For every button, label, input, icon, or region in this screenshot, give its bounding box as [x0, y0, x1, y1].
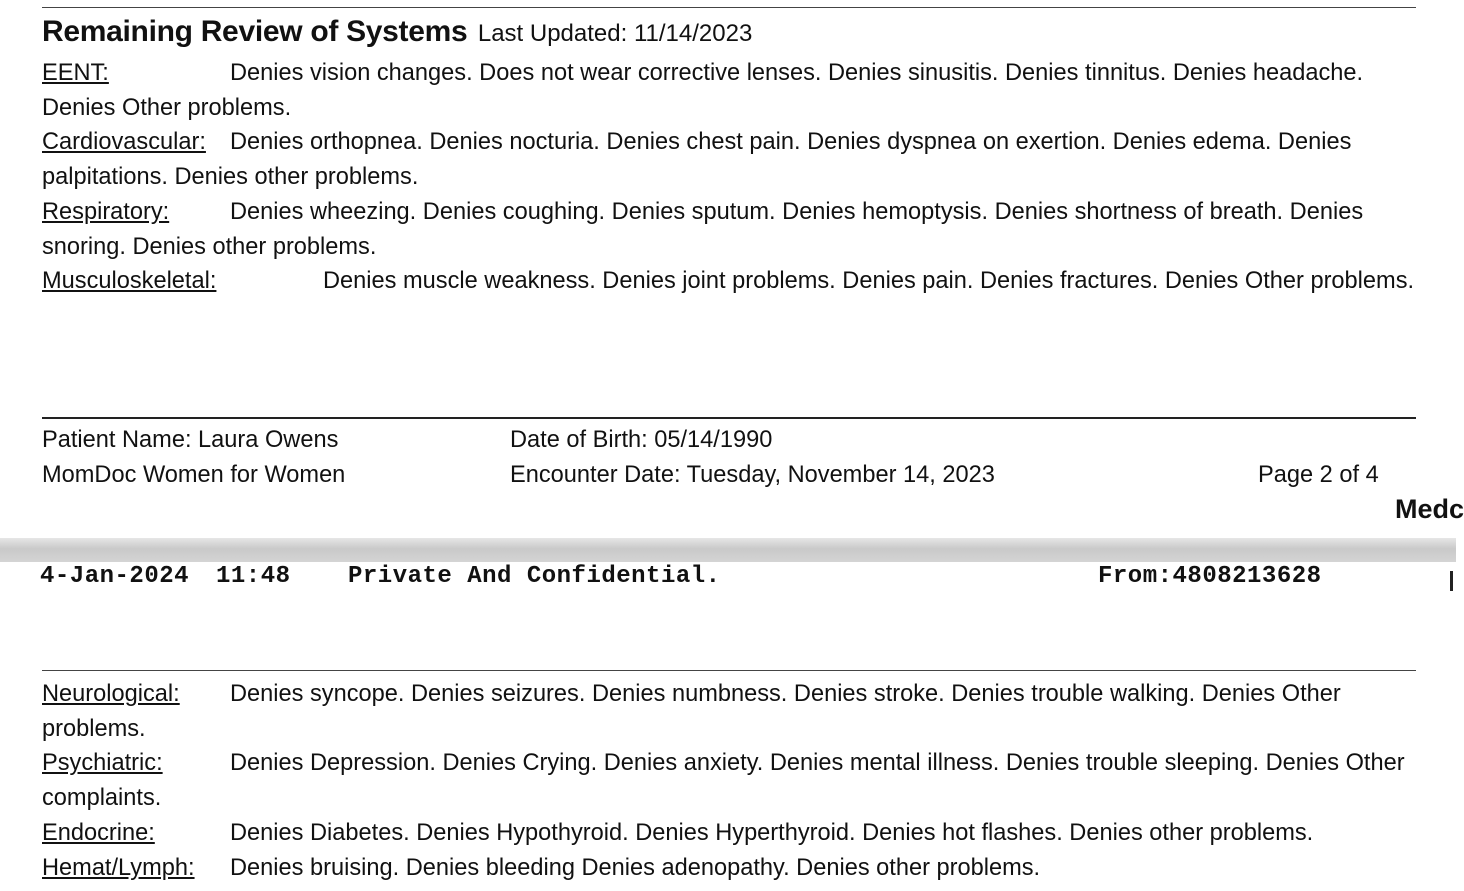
ros-label: Psychiatric: [42, 750, 163, 777]
fax-date: 4-Jan-2024 [40, 563, 190, 590]
footer-center [510, 423, 995, 492]
ros-label: Musculoskeletal: [42, 268, 217, 295]
ros-label: Neurological: [42, 681, 180, 707]
top-divider [42, 670, 1416, 671]
ros-text: Denies Depression. Denies Crying. Denies anxiety. Denies mental illness. Denies trouble sleeping. Denies Other complaints. [42, 750, 1405, 812]
ros-list-top [42, 56, 1442, 299]
ros-item-eent [42, 56, 1442, 125]
ros-text: Denies orthopnea. Denies nocturia. Denies chest pain. Denies dyspnea on exertion. Denies edema. Denies palpitations. Denies other problems. [42, 129, 1352, 191]
ros-item-hemat-lymph [42, 851, 1442, 886]
date-of-birth: Date of Birth: 05/14/1990 [510, 427, 773, 453]
ros-text: Denies wheezing. Denies coughing. Denies sputum. Denies hemoptysis. Denies shortness of breath. Denies snoring. Denies other problems. [42, 198, 1364, 260]
ros-item-neurological [42, 677, 1442, 746]
ros-item-cardiovascular [42, 125, 1442, 194]
footer-divider [42, 417, 1416, 419]
document-page-bottom [0, 562, 1456, 891]
fax-from: From:4808213628 [1098, 563, 1322, 590]
top-divider [42, 7, 1416, 8]
ros-label: Cardiovascular: [42, 129, 206, 156]
edge-mark [1450, 571, 1453, 591]
ros-text: Denies Diabetes. Denies Hypothyroid. Denies Hyperthyroid. Denies hot flashes. Denies other problems. [230, 819, 1314, 846]
ros-list-bottom [42, 677, 1442, 885]
page-separator [0, 538, 1456, 562]
ros-label: Hemat/Lymph: [42, 854, 195, 881]
ros-text: Denies muscle weakness. Denies joint problems. Denies pain. Denies fractures. Denies Other problems. [323, 268, 1415, 295]
page-number: Page 2 of 4 [1258, 462, 1379, 488]
encounter-date: Encounter Date: Tuesday, November 14, 2023 [510, 461, 995, 488]
section-title: Remaining Review of Systems [42, 15, 468, 48]
section-heading [42, 15, 752, 49]
footer-left [42, 423, 345, 492]
ros-label: Endocrine: [42, 819, 155, 846]
ros-text: Denies vision changes. Does not wear corrective lenses. Denies sinusitis. Denies tinnitus. Denies headache. Denies Other problems. [42, 60, 1364, 121]
ros-item-psychiatric [42, 746, 1442, 815]
fax-time: 11:48 [216, 563, 291, 590]
ros-text: Denies bruising. Denies bleeding Denies adenopathy. Denies other problems. [230, 854, 1041, 881]
ros-label: EENT: [42, 60, 109, 86]
ros-label: Respiratory: [42, 198, 170, 225]
practice-name: MomDoc Women for Women [42, 461, 346, 488]
ros-item-respiratory [42, 195, 1442, 264]
last-updated: Last Updated: 11/14/2023 [477, 20, 753, 47]
cut-off-text: Medc [1394, 494, 1464, 524]
ros-text: Denies syncope. Denies seizures. Denies numbness. Denies stroke. Denies trouble walking. Denies Other problems. [42, 681, 1341, 742]
ros-item-endocrine [42, 816, 1442, 851]
ros-item-musculoskeletal [42, 264, 1442, 299]
fax-notice: Private And Confidential. [348, 563, 721, 590]
patient-name: Patient Name: Laura Owens [42, 427, 339, 453]
